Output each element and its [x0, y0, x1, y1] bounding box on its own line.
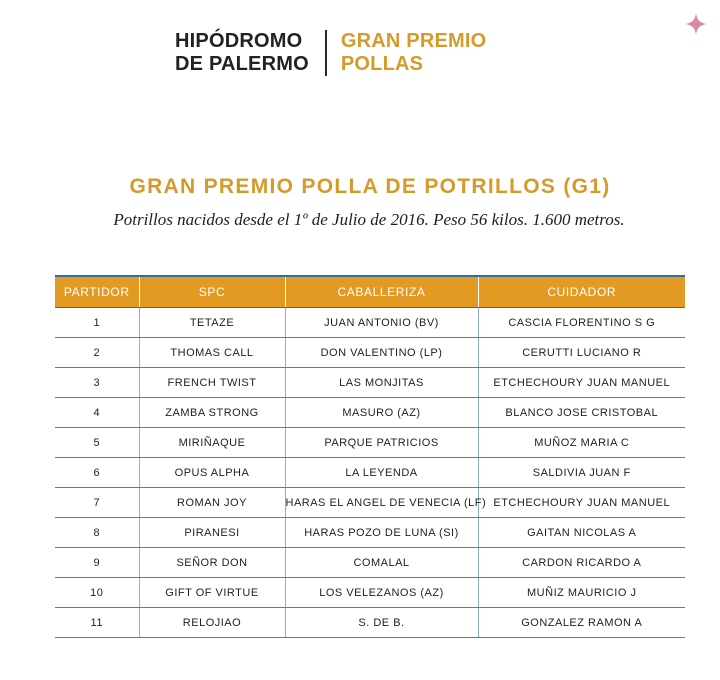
- cell-partidor: 4: [55, 398, 139, 428]
- cell-caballeriza: PARQUE PATRICIOS: [285, 428, 478, 458]
- cell-cuidador: SALDIVIA JUAN F: [478, 458, 685, 488]
- cell-spc: RELOJIAO: [139, 608, 285, 638]
- cell-spc: TETAZE: [139, 308, 285, 338]
- table-header-row: [55, 276, 685, 308]
- cell-spc: THOMAS CALL: [139, 338, 285, 368]
- cell-caballeriza: LAS MONJITAS: [285, 368, 478, 398]
- cell-spc: FRENCH TWIST: [139, 368, 285, 398]
- cell-cuidador: GAITAN NICOLAS A: [478, 518, 685, 548]
- cell-spc: GIFT OF VIRTUE: [139, 578, 285, 608]
- cell-caballeriza: HARAS EL ANGEL DE VENECIA (LF): [285, 488, 478, 518]
- cell-cuidador: ETCHECHOURY JUAN MANUEL: [478, 488, 685, 518]
- table-row: [55, 578, 685, 608]
- event-name-line2: POLLAS: [340, 53, 424, 75]
- table-row: [55, 458, 685, 488]
- cell-cuidador: CASCIA FLORENTINO S G: [478, 308, 685, 338]
- table-row: [55, 548, 685, 578]
- entries-table: [55, 275, 685, 638]
- cell-caballeriza: COMALAL: [285, 548, 478, 578]
- table-row: [55, 608, 685, 638]
- cell-partidor: 1: [55, 308, 139, 338]
- cell-caballeriza: LA LEYENDA: [285, 458, 478, 488]
- cell-cuidador: CARDON RICARDO A: [478, 548, 685, 578]
- cell-partidor: 7: [55, 488, 139, 518]
- cell-partidor: 6: [55, 458, 139, 488]
- table-row: [55, 428, 685, 458]
- venue-name-line2: DE PALERMO: [175, 53, 309, 75]
- cell-spc: ROMAN JOY: [139, 488, 285, 518]
- cell-cuidador: BLANCO JOSE CRISTOBAL: [478, 398, 685, 428]
- cell-caballeriza: MASURO (AZ): [285, 398, 478, 428]
- cell-spc: PIRANESI: [139, 518, 285, 548]
- cell-cuidador: MUÑIZ MAURICIO J: [478, 578, 685, 608]
- sparkle-icon: [684, 12, 708, 36]
- cell-caballeriza: HARAS POZO DE LUNA (SI): [285, 518, 478, 548]
- col-header-partidor: PARTIDOR: [55, 276, 139, 308]
- col-header-cuidador: CUIDADOR: [478, 276, 685, 308]
- cell-partidor: 9: [55, 548, 139, 578]
- cell-partidor: 11: [55, 608, 139, 638]
- cell-caballeriza: DON VALENTINO (LP): [285, 338, 478, 368]
- page-header: [175, 30, 486, 76]
- cell-caballeriza: LOS VELEZANOS (AZ): [285, 578, 478, 608]
- race-title: GRAN PREMIO POLLA DE POTRILLOS (G1): [129, 175, 611, 198]
- cell-spc: MIRIÑAQUE: [139, 428, 285, 458]
- cell-partidor: 10: [55, 578, 139, 608]
- event-name-line1: GRAN PREMIO: [340, 30, 487, 52]
- cell-cuidador: MUÑOZ MARIA C: [478, 428, 685, 458]
- table-row: [55, 398, 685, 428]
- cell-spc: ZAMBA STRONG: [139, 398, 285, 428]
- event-logo-text: [341, 30, 487, 76]
- cell-cuidador: CERUTTI LUCIANO R: [478, 338, 685, 368]
- cell-cuidador: GONZALEZ RAMON A: [478, 608, 685, 638]
- cell-caballeriza: JUAN ANTONIO (BV): [285, 308, 478, 338]
- col-header-spc: SPC: [139, 276, 285, 308]
- cell-partidor: 8: [55, 518, 139, 548]
- cell-partidor: 5: [55, 428, 139, 458]
- header-divider: [325, 30, 327, 76]
- table-row: [55, 368, 685, 398]
- col-header-caballeriza: CABALLERIZA: [285, 276, 478, 308]
- cell-spc: OPUS ALPHA: [139, 458, 285, 488]
- table-row: [55, 488, 685, 518]
- cell-cuidador: ETCHECHOURY JUAN MANUEL: [478, 368, 685, 398]
- table-row: [55, 518, 685, 548]
- cell-partidor: 2: [55, 338, 139, 368]
- cell-spc: SEÑOR DON: [139, 548, 285, 578]
- cell-partidor: 3: [55, 368, 139, 398]
- race-conditions: Potrillos nacidos desde el 1º de Julio de 2016. Peso 56 kilos. 1.600 metros.: [113, 210, 625, 229]
- venue-logo-text: [175, 30, 309, 76]
- venue-name-line1: HIPÓDROMO: [175, 30, 303, 52]
- table-row: [55, 338, 685, 368]
- table-row: [55, 308, 685, 338]
- cell-caballeriza: S. DE B.: [285, 608, 478, 638]
